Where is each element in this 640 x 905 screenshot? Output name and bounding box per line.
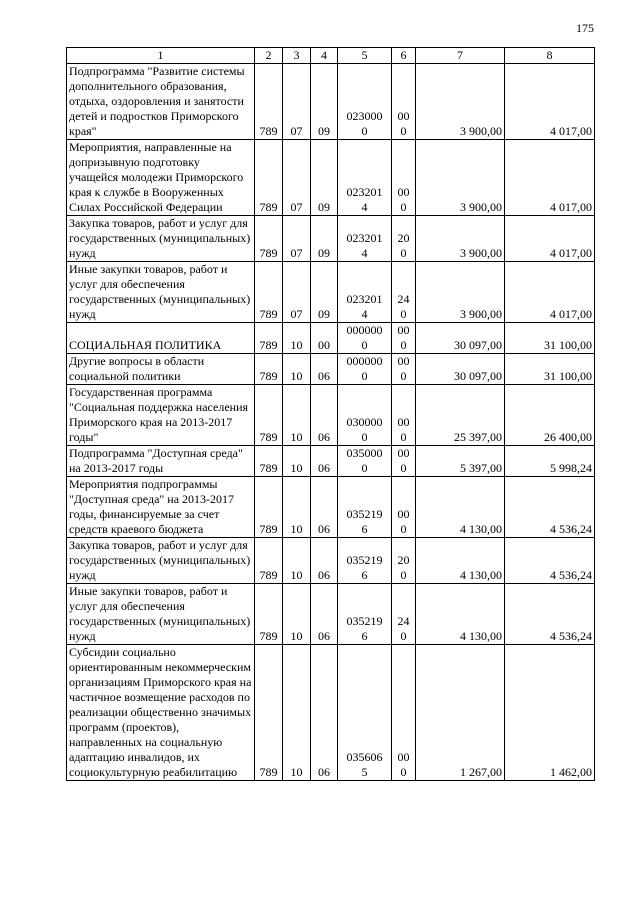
row-name-cell: Мероприятия подпрограммы "Доступная среда" на 2013-2017 годы, финансируемые за счет средств краевого бюджета [67, 477, 255, 538]
table-row [67, 323, 595, 354]
amount-year2-cell: 26 400,00 [505, 385, 595, 446]
header-cell: 6 [392, 48, 416, 64]
ved-code-cell: 789 [255, 354, 283, 385]
section-code-cell: 10 [283, 323, 311, 354]
ved-code-cell: 789 [255, 584, 283, 645]
amount-year1-cell: 3 900,00 [416, 262, 505, 323]
target-article-cell: 035606 5 [338, 645, 392, 781]
ved-code-cell: 789 [255, 262, 283, 323]
amount-year1-cell: 3 900,00 [416, 64, 505, 140]
row-name-cell: СОЦИАЛЬНАЯ ПОЛИТИКА [67, 323, 255, 354]
row-name-cell: Подпрограмма "Доступная среда" на 2013-2017 годы [67, 446, 255, 477]
amount-year1-cell: 5 397,00 [416, 446, 505, 477]
amount-year1-cell: 4 130,00 [416, 538, 505, 584]
section-code-cell: 07 [283, 262, 311, 323]
expense-type-cell: 20 0 [392, 216, 416, 262]
section-code-cell: 10 [283, 645, 311, 781]
expense-type-cell: 00 0 [392, 477, 416, 538]
section-code-cell: 07 [283, 64, 311, 140]
table-row [67, 385, 595, 446]
table-row [67, 140, 595, 216]
amount-year2-cell: 31 100,00 [505, 323, 595, 354]
amount-year2-cell: 4 536,24 [505, 584, 595, 645]
target-article-cell: 035219 6 [338, 584, 392, 645]
amount-year2-cell: 4 536,24 [505, 538, 595, 584]
target-article-cell: 023201 4 [338, 140, 392, 216]
subsection-code-cell: 06 [311, 584, 338, 645]
expense-type-cell: 00 0 [392, 64, 416, 140]
target-article-cell: 023201 4 [338, 216, 392, 262]
row-name-cell: Закупка товаров, работ и услуг для государственных (муниципальных) нужд [67, 538, 255, 584]
target-article-cell: 035000 0 [338, 446, 392, 477]
section-code-cell: 07 [283, 140, 311, 216]
section-code-cell: 10 [283, 538, 311, 584]
table-row [67, 354, 595, 385]
section-code-cell: 10 [283, 385, 311, 446]
section-code-cell: 07 [283, 216, 311, 262]
amount-year2-cell: 5 998,24 [505, 446, 595, 477]
expense-type-cell: 00 0 [392, 323, 416, 354]
expense-type-cell: 24 0 [392, 584, 416, 645]
ved-code-cell: 789 [255, 645, 283, 781]
expense-type-cell: 00 0 [392, 446, 416, 477]
row-name-cell: Иные закупки товаров, работ и услуг для обеспечения государственных (муниципальных) нужд [67, 262, 255, 323]
row-name-cell: Мероприятия, направленные на допризывную подготовку учащейся молодежи Приморского края к службе в Вооруженных Силах Российской Федерации [67, 140, 255, 216]
amount-year2-cell: 4 536,24 [505, 477, 595, 538]
table-row [67, 584, 595, 645]
target-article-cell: 023000 0 [338, 64, 392, 140]
header-cell: 3 [283, 48, 311, 64]
table-row [67, 262, 595, 323]
subsection-code-cell: 09 [311, 262, 338, 323]
section-code-cell: 10 [283, 584, 311, 645]
table-row [67, 538, 595, 584]
ved-code-cell: 789 [255, 216, 283, 262]
header-cell: 7 [416, 48, 505, 64]
amount-year1-cell: 4 130,00 [416, 477, 505, 538]
section-code-cell: 10 [283, 477, 311, 538]
table-row [67, 216, 595, 262]
amount-year1-cell: 30 097,00 [416, 354, 505, 385]
amount-year1-cell: 1 267,00 [416, 645, 505, 781]
amount-year2-cell: 4 017,00 [505, 140, 595, 216]
header-cell: 5 [338, 48, 392, 64]
subsection-code-cell: 06 [311, 446, 338, 477]
row-name-cell: Государственная программа "Социальная поддержка населения Приморского края на 2013-2017 годы" [67, 385, 255, 446]
page-number: 175 [576, 21, 594, 35]
ved-code-cell: 789 [255, 140, 283, 216]
subsection-code-cell: 09 [311, 64, 338, 140]
target-article-cell: 023201 4 [338, 262, 392, 323]
header-row [67, 48, 595, 64]
budget-table [66, 47, 595, 781]
expense-type-cell: 24 0 [392, 262, 416, 323]
target-article-cell: 035219 6 [338, 538, 392, 584]
subsection-code-cell: 06 [311, 538, 338, 584]
amount-year1-cell: 30 097,00 [416, 323, 505, 354]
subsection-code-cell: 09 [311, 140, 338, 216]
amount-year2-cell: 31 100,00 [505, 354, 595, 385]
table-row [67, 64, 595, 140]
subsection-code-cell: 06 [311, 477, 338, 538]
header-cell: 1 [67, 48, 255, 64]
header-cell: 8 [505, 48, 595, 64]
section-code-cell: 10 [283, 354, 311, 385]
ved-code-cell: 789 [255, 538, 283, 584]
header-cell: 4 [311, 48, 338, 64]
subsection-code-cell: 06 [311, 354, 338, 385]
subsection-code-cell: 00 [311, 323, 338, 354]
row-name-cell: Субсидии социально ориентированным некоммерческим организациям Приморского края на частичное возмещение расходов по реализации общественно значимых программ (проектов), направленных на социальную адаптацию инвалидов, их социокультурную реабилитацию [67, 645, 255, 781]
table-row [67, 477, 595, 538]
expense-type-cell: 00 0 [392, 140, 416, 216]
target-article-cell: 000000 0 [338, 354, 392, 385]
row-name-cell: Закупка товаров, работ и услуг для государственных (муниципальных) нужд [67, 216, 255, 262]
ved-code-cell: 789 [255, 64, 283, 140]
expense-type-cell: 20 0 [392, 538, 416, 584]
ved-code-cell: 789 [255, 323, 283, 354]
target-article-cell: 030000 0 [338, 385, 392, 446]
subsection-code-cell: 09 [311, 216, 338, 262]
amount-year2-cell: 1 462,00 [505, 645, 595, 781]
target-article-cell: 035219 6 [338, 477, 392, 538]
amount-year1-cell: 3 900,00 [416, 216, 505, 262]
amount-year2-cell: 4 017,00 [505, 216, 595, 262]
expense-type-cell: 00 0 [392, 354, 416, 385]
amount-year1-cell: 25 397,00 [416, 385, 505, 446]
ved-code-cell: 789 [255, 385, 283, 446]
amount-year1-cell: 3 900,00 [416, 140, 505, 216]
ved-code-cell: 789 [255, 477, 283, 538]
subsection-code-cell: 06 [311, 385, 338, 446]
row-name-cell: Иные закупки товаров, работ и услуг для обеспечения государственных (муниципальных) нужд [67, 584, 255, 645]
section-code-cell: 10 [283, 446, 311, 477]
table-row [67, 645, 595, 781]
amount-year1-cell: 4 130,00 [416, 584, 505, 645]
subsection-code-cell: 06 [311, 645, 338, 781]
row-name-cell: Другие вопросы в области социальной политики [67, 354, 255, 385]
row-name-cell: Подпрограмма "Развитие системы дополнительного образования, отдыха, оздоровления и занятости детей и подростков Приморского края" [67, 64, 255, 140]
table-row [67, 446, 595, 477]
expense-type-cell: 00 0 [392, 645, 416, 781]
expense-type-cell: 00 0 [392, 385, 416, 446]
amount-year2-cell: 4 017,00 [505, 64, 595, 140]
header-cell: 2 [255, 48, 283, 64]
amount-year2-cell: 4 017,00 [505, 262, 595, 323]
target-article-cell: 000000 0 [338, 323, 392, 354]
ved-code-cell: 789 [255, 446, 283, 477]
